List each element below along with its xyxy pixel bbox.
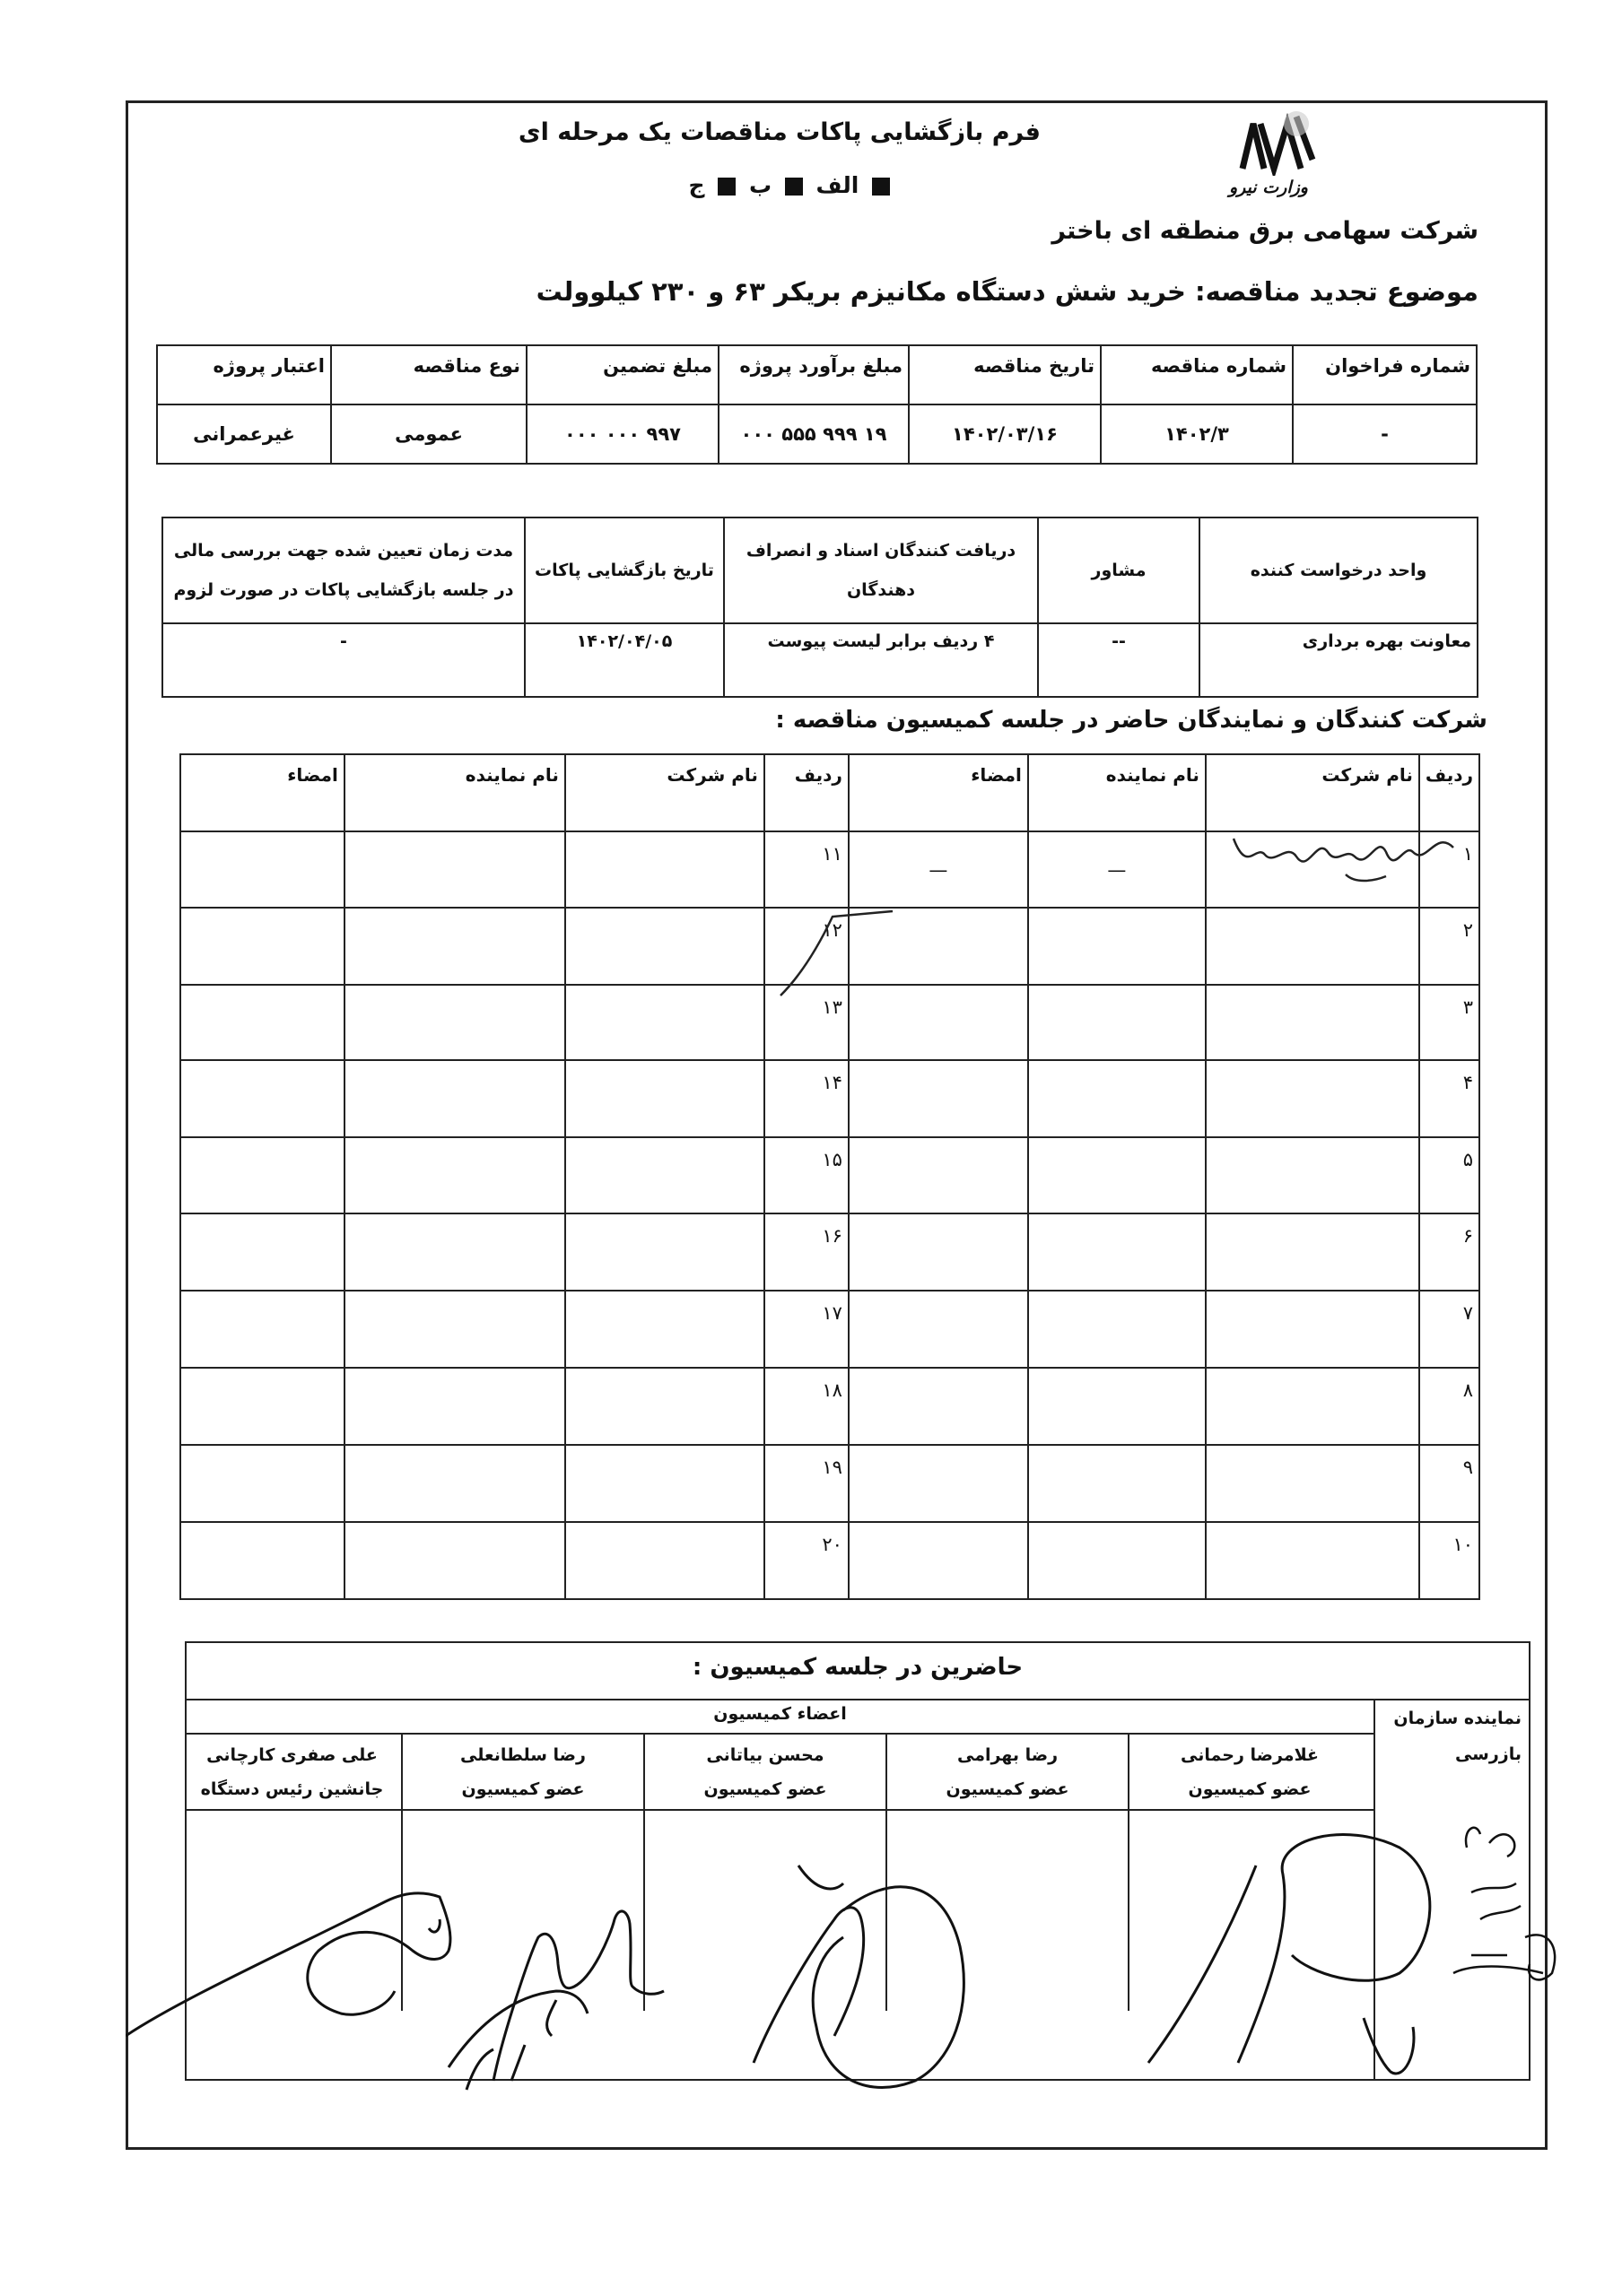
row-number-left: ۱۱ (764, 831, 849, 908)
row-number-right: ۲ (1419, 908, 1479, 985)
member-role: عضو کمیسیون (703, 1779, 827, 1799)
table-row (180, 831, 1479, 908)
table-row (180, 1368, 1479, 1445)
table-row (180, 1291, 1479, 1368)
row-number-left: ۱۹ (764, 1445, 849, 1522)
table-row (180, 1213, 1479, 1291)
row-number-left: ۱۷ (764, 1291, 849, 1368)
value-review-time: - (162, 623, 525, 697)
rep-cell-left (344, 985, 565, 1060)
sign-cell-left (180, 985, 344, 1060)
row-number-right: ۵ (1419, 1137, 1479, 1213)
row-number-right: ۴ (1419, 1060, 1479, 1137)
member-role: جانشین رئیس دستگاه (200, 1779, 384, 1799)
company-cell-left (565, 1368, 764, 1445)
company-cell-left (565, 1060, 764, 1137)
sign-cell-left (180, 1368, 344, 1445)
company-cell-right (1206, 1522, 1419, 1599)
sign-cell-left (180, 831, 344, 908)
value-call-number: - (1293, 404, 1477, 464)
rep-cell-left (344, 1137, 565, 1213)
rep-cell-right (1028, 908, 1206, 985)
rep-cell-right (1028, 1445, 1206, 1522)
participants-table (179, 753, 1480, 1600)
sign-cell-right (849, 1213, 1028, 1291)
company-cell-right (1206, 1137, 1419, 1213)
header-tender-number: شماره مناقصه (1101, 345, 1293, 404)
row-number-right: ۱ (1419, 831, 1479, 908)
company-cell-left (565, 1291, 764, 1368)
header-guarantee: مبلغ تضمین (527, 345, 719, 404)
commission-member (1128, 1733, 1370, 2011)
company-cell-right (1206, 1291, 1419, 1368)
header-tender-type: نوع مناقصه (331, 345, 527, 404)
commission-heading: حاضرین در جلسه کمیسیون : (692, 1654, 1024, 1681)
option-b-label: ب (748, 172, 772, 198)
tender-info-table (156, 344, 1478, 465)
rep-cell-right (1028, 1368, 1206, 1445)
header-review-time: مدت زمان تعیین شده جهت بررسی مالی در جلسه بازگشایی پاکات در صورت لزوم (162, 517, 525, 623)
tender-subject: موضوع تجدید مناقصه: خرید شش دستگاه مکانیزم بریکر ۶۳ و ۲۳۰ کیلوولت (536, 276, 1478, 307)
header-consultant: مشاور (1038, 517, 1199, 623)
company-cell-right (1206, 1213, 1419, 1291)
sign-cell-right (849, 1137, 1028, 1213)
sign-cell-right (849, 1522, 1028, 1599)
rep-cell-right: — (1028, 831, 1206, 908)
rep-cell-right (1028, 1213, 1206, 1291)
row-number-right: ۶ (1419, 1213, 1479, 1291)
rep-cell-right (1028, 1522, 1206, 1599)
row-number-left: ۲۰ (764, 1522, 849, 1599)
sign-cell-right (849, 1445, 1028, 1522)
company-cell-left (565, 1213, 764, 1291)
rep-cell-left (344, 1522, 565, 1599)
col-row-right: ردیف (1419, 754, 1479, 831)
table-row (180, 985, 1479, 1060)
value-opening-date: ۱۴۰۲/۰۴/۰۵ (525, 623, 724, 697)
rep-cell-left (344, 1368, 565, 1445)
member-name: رضا سلطانعلی (460, 1745, 586, 1765)
sign-cell-left (180, 1137, 344, 1213)
value-tender-date: ۱۴۰۲/۰۳/۱۶ (909, 404, 1101, 464)
sign-cell-left (180, 1060, 344, 1137)
col-rep-left: نام نماینده (344, 754, 565, 831)
rep-cell-right (1028, 1291, 1206, 1368)
value-project-credit: غیرعمرانی (157, 404, 331, 464)
row-number-left: ۱۴ (764, 1060, 849, 1137)
col-row-left: ردیف (764, 754, 849, 831)
members-label: اعضاء کمیسیون (713, 1704, 847, 1724)
header-call-number: شماره فراخوان (1293, 345, 1477, 404)
header-requesting-unit: واحد درخواست کننده (1199, 517, 1478, 623)
option-b-box (785, 178, 803, 196)
sign-cell-left (180, 1213, 344, 1291)
opening-info-table (161, 517, 1478, 698)
sign-cell-left (180, 1445, 344, 1522)
option-a-box (872, 178, 890, 196)
company-cell-right (1206, 985, 1419, 1060)
company-cell-right (1206, 831, 1419, 908)
value-estimate: ۱۹ ۹۹۹ ۵۵۵ ۰۰۰ (719, 404, 909, 464)
member-role: عضو کمیسیون (1188, 1779, 1312, 1799)
header-estimate: مبلغ برآورد پروژه (719, 345, 909, 404)
row-number-right: ۷ (1419, 1291, 1479, 1368)
header-project-credit: اعتبار پروژه (157, 345, 331, 404)
table-row (180, 1060, 1479, 1137)
value-requesting-unit: معاونت بهره برداری (1199, 623, 1478, 697)
rep-cell-left (344, 1060, 565, 1137)
company-cell-right (1206, 1445, 1419, 1522)
value-receivers: ۴ ردیف برابر لیست پیوست (724, 623, 1038, 697)
header-tender-date: تاریخ مناقصه (909, 345, 1101, 404)
row-number-left: ۱۲ (764, 908, 849, 985)
commission-member (885, 1733, 1128, 2011)
sign-cell-left (180, 908, 344, 985)
rep-cell-left (344, 908, 565, 985)
col-sign-right: امضاء (849, 754, 1028, 831)
company-cell-left (565, 985, 764, 1060)
rep-cell-right (1028, 985, 1206, 1060)
sign-cell-right (849, 1060, 1028, 1137)
rep-cell-left (344, 831, 565, 908)
ministry-emblem-icon (1234, 106, 1323, 176)
col-company-left: نام شرکت (565, 754, 764, 831)
rep-cell-right (1028, 1060, 1206, 1137)
sign-cell-right (849, 1368, 1028, 1445)
ministry-label: وزارت نیرو (1229, 178, 1308, 197)
member-name: غلامرضا رحمانی (1181, 1745, 1319, 1765)
hline (187, 1699, 1529, 1700)
row-number-right: ۳ (1419, 985, 1479, 1060)
table-row (180, 1445, 1479, 1522)
company-cell-left (565, 1445, 764, 1522)
sign-cell-right (849, 908, 1028, 985)
col-rep-right: نام نماینده (1028, 754, 1206, 831)
row-number-right: ۸ (1419, 1368, 1479, 1445)
member-name: رضا بهرامی (956, 1745, 1059, 1765)
member-name: علی صفری کارچانی (206, 1745, 378, 1765)
commission-member (183, 1733, 401, 2011)
row-number-left: ۱۶ (764, 1213, 849, 1291)
company-cell-left (565, 831, 764, 908)
value-consultant: -- (1038, 623, 1199, 697)
row-number-left: ۱۸ (764, 1368, 849, 1445)
col-sign-left: امضاء (180, 754, 344, 831)
org-rep-label: نماینده سازمان بازرسی (1393, 1709, 1522, 1764)
member-role: عضو کمیسیون (461, 1779, 585, 1799)
member-name: محسن بیاتانی (706, 1745, 824, 1765)
value-tender-type: عمومی (331, 404, 527, 464)
sign-cell-left (180, 1522, 344, 1599)
value-tender-number: ۱۴۰۲/۳ (1101, 404, 1293, 464)
table-row (180, 1137, 1479, 1213)
rep-cell-left (344, 1291, 565, 1368)
table-row (180, 908, 1479, 985)
org-divider (1373, 1699, 1375, 2079)
header-receivers: دریافت کنندگان اسناد و انصراف دهندگان (724, 517, 1038, 623)
option-a-label: الف (815, 172, 859, 198)
sign-cell-right: — (849, 831, 1028, 908)
company-cell-right (1206, 1368, 1419, 1445)
table-row (180, 1522, 1479, 1599)
row-number-right: ۹ (1419, 1445, 1479, 1522)
row-number-left: ۱۵ (764, 1137, 849, 1213)
rep-cell-right (1028, 1137, 1206, 1213)
sign-cell-left (180, 1291, 344, 1368)
ministry-logo (1229, 106, 1359, 204)
row-number-left: ۱۳ (764, 985, 849, 1060)
col-company-right: نام شرکت (1206, 754, 1419, 831)
option-c-label: ج (688, 172, 705, 198)
company-cell-left (565, 1137, 764, 1213)
commission-member (401, 1733, 643, 2011)
rep-cell-left (344, 1445, 565, 1522)
company-cell-right (1206, 908, 1419, 985)
row-number-right: ۱۰ (1419, 1522, 1479, 1599)
member-role: عضو کمیسیون (946, 1779, 1069, 1799)
option-c-box (718, 178, 736, 196)
company-cell-left (565, 908, 764, 985)
sign-cell-right (849, 1291, 1028, 1368)
value-guarantee: ۹۹۷ ۰۰۰ ۰۰۰ (527, 404, 719, 464)
company-name: شرکت سهامی برق منطقه ای باختر (1051, 217, 1478, 245)
header-opening-date: تاریخ بازگشایی پاکات (525, 517, 724, 623)
company-cell-right (1206, 1060, 1419, 1137)
form-type-options (689, 172, 895, 198)
names-divider (187, 1809, 1373, 1811)
commission-member (643, 1733, 885, 2011)
sign-cell-right (849, 985, 1028, 1060)
company-cell-left (565, 1522, 764, 1599)
commission-box (185, 1641, 1530, 2081)
rep-cell-left (344, 1213, 565, 1291)
participants-heading: شرکت کنندگان و نمایندگان حاضر در جلسه کمیسیون مناقصه : (775, 707, 1487, 734)
form-title: فرم بازگشایی پاکات مناقصات یک مرحله ای (518, 118, 1041, 146)
